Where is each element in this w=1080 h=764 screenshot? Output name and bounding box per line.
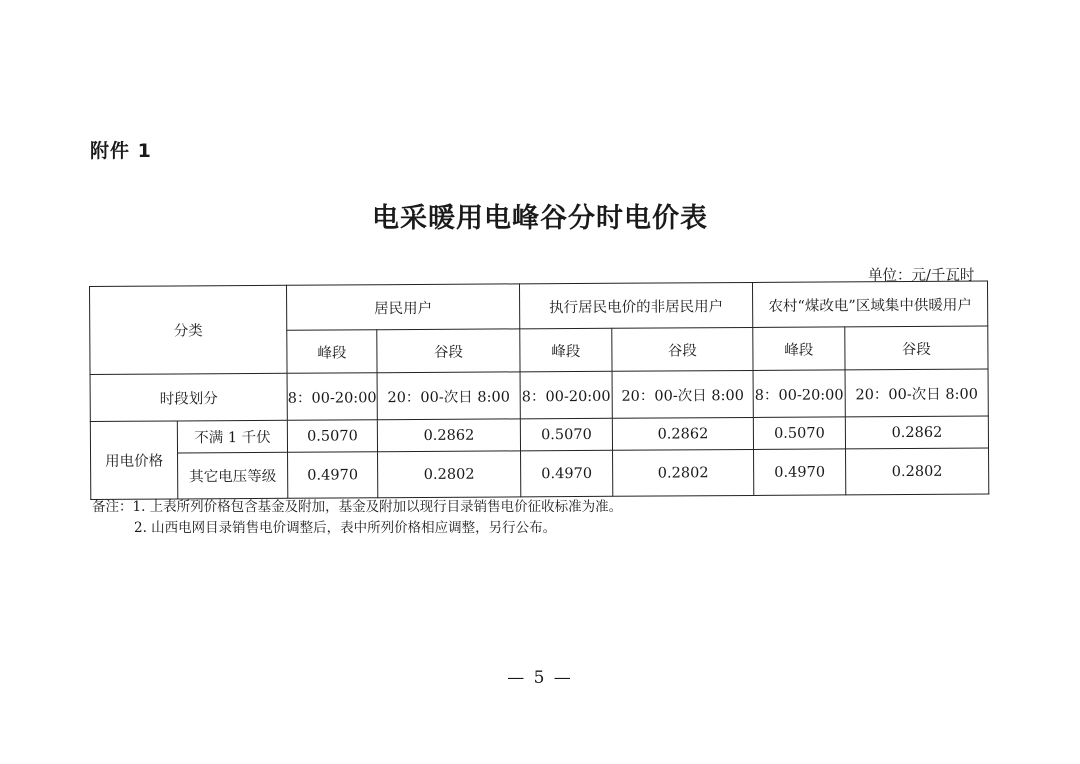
price-cell: 0.4970 xyxy=(754,449,846,496)
price-cell: 0.4970 xyxy=(288,452,378,499)
price-cell: 0.4970 xyxy=(521,450,613,497)
sub-header-peak: 峰段 xyxy=(753,327,845,371)
price-cell: 0.2802 xyxy=(613,449,754,496)
price-cell: 0.5070 xyxy=(520,418,612,451)
unit-label: 单位：元/千瓦时 xyxy=(868,268,975,284)
time-cell: 8：00-20:00 xyxy=(520,371,612,419)
table-header-row xyxy=(90,281,988,331)
group-header-rural-heating: 农村“煤改电”区域集中供暖用户 xyxy=(752,281,987,327)
sub-header-valley: 谷段 xyxy=(845,326,988,370)
table-row-time-periods xyxy=(90,369,988,421)
price-label: 用电价格 xyxy=(90,421,177,500)
time-cell: 20：00-次日 8:00 xyxy=(377,372,520,420)
notes-block xyxy=(92,497,622,539)
time-cell: 8：00-20:00 xyxy=(753,370,845,418)
price-row-label: 其它电压等级 xyxy=(178,452,288,499)
sub-header-valley: 谷段 xyxy=(377,329,520,373)
price-cell: 0.2862 xyxy=(612,417,753,450)
time-row-label: 时段划分 xyxy=(90,373,287,421)
note-2: 2. 山西电网目录销售电价调整后，表中所列价格相应调整，另行公布。 xyxy=(134,520,557,536)
category-header: 分类 xyxy=(90,285,288,374)
document-title: 电采暖用电峰谷分时电价表 xyxy=(372,203,708,234)
time-cell: 20：00-次日 8:00 xyxy=(612,370,753,418)
price-cell: 0.5070 xyxy=(753,417,845,450)
page-number: — 5 — xyxy=(507,668,573,688)
price-cell: 0.5070 xyxy=(287,420,377,453)
attachment-label: 附件 1 xyxy=(90,140,152,162)
time-cell: 8：00-20:00 xyxy=(287,373,377,421)
price-cell: 0.2862 xyxy=(377,419,520,452)
price-cell: 0.2802 xyxy=(846,448,989,495)
tariff-table xyxy=(89,281,989,500)
sub-header-valley: 谷段 xyxy=(612,327,753,371)
note-1: 备注：1. 上表所列价格包含基金及附加，基金及附加以现行目录销售电价征收标准为准。 xyxy=(92,499,623,515)
time-cell: 20：00-次日 8:00 xyxy=(845,369,988,417)
sub-header-peak: 峰段 xyxy=(287,330,377,374)
price-cell: 0.2802 xyxy=(378,451,521,498)
price-row-label: 不满 1 千伏 xyxy=(177,420,287,453)
price-cell: 0.2862 xyxy=(845,416,988,449)
group-header-nonresidential: 执行居民电价的非居民用户 xyxy=(519,282,752,328)
sub-header-peak: 峰段 xyxy=(520,328,612,372)
group-header-residential: 居民用户 xyxy=(286,284,519,330)
table-row-price-other-voltage xyxy=(91,448,989,499)
